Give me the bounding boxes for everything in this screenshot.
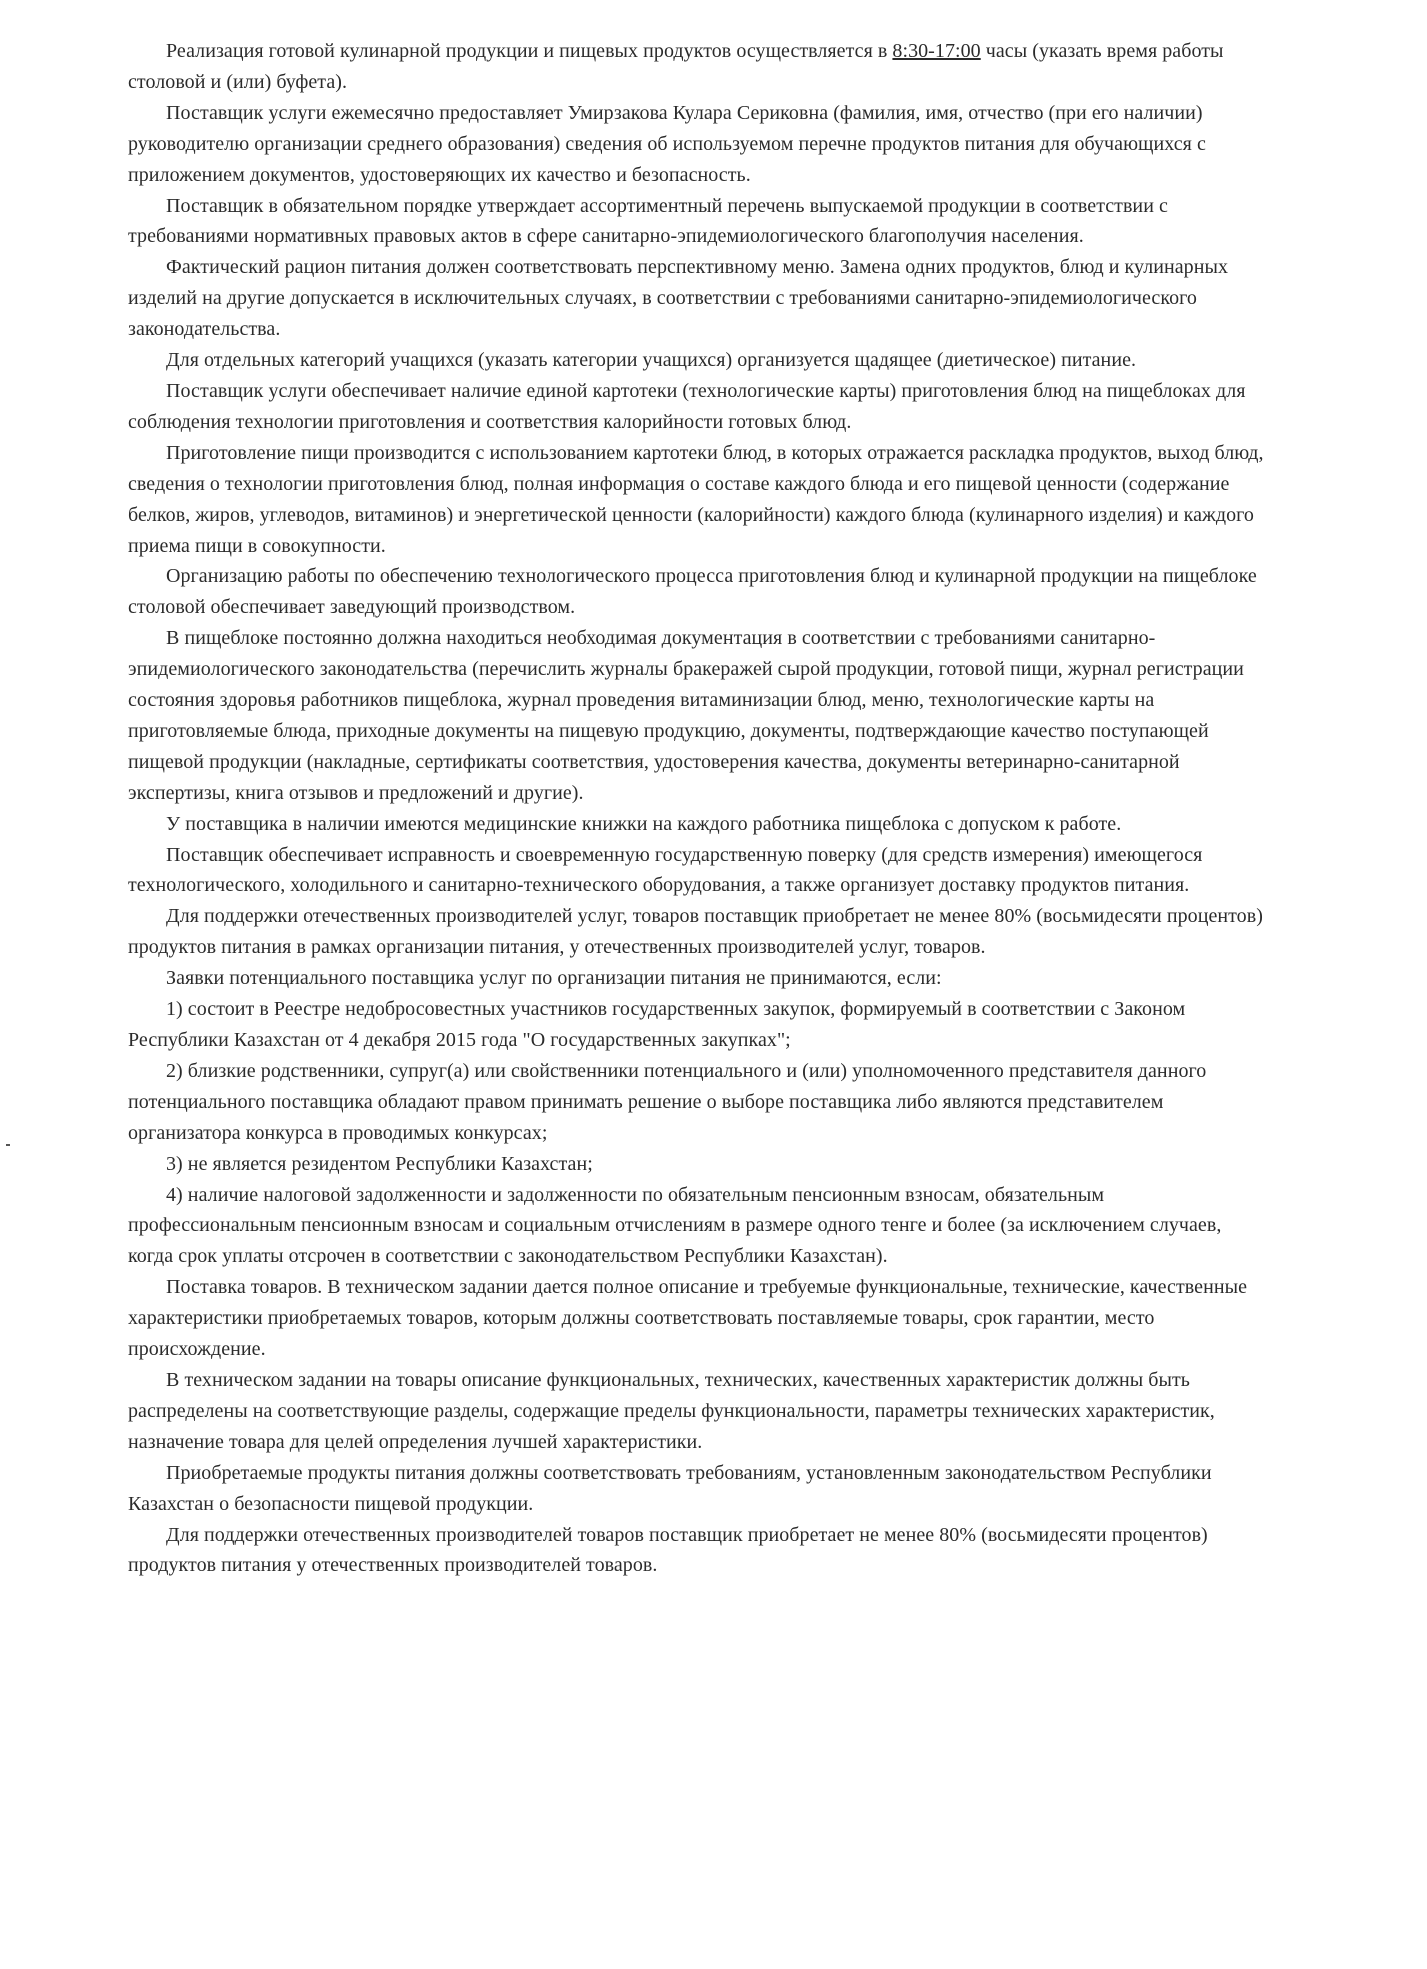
paragraph: Организацию работы по обеспечению технологического процесса приготовления блюд и кулинарной продукции на пищеблоке столовой обеспечивает заведующий производством. xyxy=(128,565,1257,619)
list-item: 2) близкие родственники, супруг(а) или свойственники потенциального и (или) уполномоченного представителя данного потенциального поставщика обладают правом принимать решение о выборе поставщика либо являются представителем организатора конкурса в проводимых конкурсах; xyxy=(128,1059,1207,1144)
scan-artifact-mark xyxy=(6,1144,10,1146)
paragraph: В пищеблоке постоянно должна находиться необходимая документация в соответствии с требованиями санитарно-эпидемиологического законодательства (перечислить журналы бракеражей сырой продукции, готовой пищи, журнал регистрации состояния здоровья работников пищеблока, журнал проведения витаминизации блюд, меню, технологические карты на приготовляемые блюда, приходные документы на пищевую продукцию, документы, подтверждающие качество поступающей пищевой продукции (накладные, сертификаты соответствия, удостоверения качества, документы ветеринарно-санитарной экспертизы, книга отзывов и предложений и другие). xyxy=(128,627,1244,804)
paragraph: Поставщик услуги обеспечивает наличие единой картотеки (технологические карты) приготовления блюд на пищеблоках для соблюдения технологии приготовления и соответствия калорийности готовых блюд. xyxy=(128,379,1246,433)
paragraph: Для отдельных категорий учащихся (указать категории учащихся) организуется щадящее (диетическое) питание. xyxy=(166,349,1137,372)
paragraph: Поставщик в обязательном порядке утверждает ассортиментный перечень выпускаемой продукции в соответствии с требованиями нормативных правовых актов в сфере санитарно-эпидемиологического благополучия населения. xyxy=(128,194,1168,248)
paragraph-working-hours xyxy=(128,36,1271,98)
paragraph: Приобретаемые продукты питания должны соответствовать требованиям, установленным законодательством Республики Казахстан о безопасности пищевой продукции. xyxy=(128,1461,1212,1515)
paragraph: Приготовление пищи производится с использованием картотеки блюд, в которых отражается раскладка продуктов, выход блюд, сведения о технологии приготовления блюд, полная информация о составе каждого блюда и его пищевой ценности (содержание белков, жиров, углеводов, витаминов) и энергетической ценности (калорийности) каждого блюда (кулинарного изделия) и каждого приема пищи в совокупности. xyxy=(128,441,1264,557)
paragraph: Для поддержки отечественных производителей товаров поставщик приобретает не менее 80% (восьмидесяти процентов) продуктов питания у отечественных производителей товаров. xyxy=(128,1523,1208,1577)
paragraph: Поставка товаров. В техническом задании дается полное описание и требуемые функциональные, технические, качественные характеристики приобретаемых товаров, которым должны соответствовать поставляемые товары, срок гарантии, место происхождение. xyxy=(128,1276,1247,1361)
paragraph: Поставщик услуги ежемесячно предоставляет Умирзакова Кулара Сериковна (фамилия, имя, отчество (при его наличии) руководителю организации среднего образования) сведения об используемом перечне продуктов питания для обучающихся с приложением документов, удостоверяющих их качество и безопасность. xyxy=(128,101,1206,186)
list-item: 1) состоит в Реестре недобросовестных участников государственных закупок, формируемый в соответствии с Законом Республики Казахстан от 4 декабря 2015 года "О государственных закупках"; xyxy=(128,998,1186,1051)
paragraph: Заявки потенциального поставщика услуг по организации питания не принимаются, если: xyxy=(166,967,942,990)
paragraph: Для поддержки отечественных производителей услуг, товаров поставщик приобретает не менее 80% (восьмидесяти процентов) продуктов питания в рамках организации питания, у отечественных производителей услуг, товаров. xyxy=(128,905,1263,959)
paragraph-text: часы (указать время работы столовой и (или) буфета). xyxy=(128,40,1224,93)
document-page xyxy=(128,36,1271,1581)
paragraph-text: Реализация готовой кулинарной продукции и пищевых продуктов осуществляется в xyxy=(166,40,893,62)
paragraph: У поставщика в наличии имеются медицинские книжки на каждого работника пищеблока с допуском к работе. xyxy=(166,812,1122,835)
list-item: 4) наличие налоговой задолженности и задолженности по обязательным пенсионным взносам, обязательным профессиональным пенсионным взносам и социальным отчислениям в размере одного тенге и более (за исключением случаев, когда срок уплаты отсрочен в соответствии с законодательством Республики Казахстан). xyxy=(128,1183,1222,1268)
working-hours-value: 8:30-17:00 xyxy=(892,40,981,62)
paragraph: В техническом задании на товары описание функциональных, технических, качественных характеристик должны быть распределены на соответствующие разделы, содержащие пределы функциональности, параметры технических характеристик, назначение товара для целей определения лучшей характеристики. xyxy=(128,1368,1215,1453)
paragraph: Поставщик обеспечивает исправность и своевременную государственную поверку (для средств измерения) имеющегося технологического, холодильного и санитарно-технического оборудования, а также организует доставку продуктов питания. xyxy=(128,843,1203,897)
list-item: 3) не является резидентом Республики Казахстан; xyxy=(166,1152,593,1175)
paragraph: Фактический рацион питания должен соответствовать перспективному меню. Замена одних продуктов, блюд и кулинарных изделий на другие допускается в исключительных случаях, в соответствии с требованиями санитарно-эпидемиологического законодательства. xyxy=(128,256,1229,341)
